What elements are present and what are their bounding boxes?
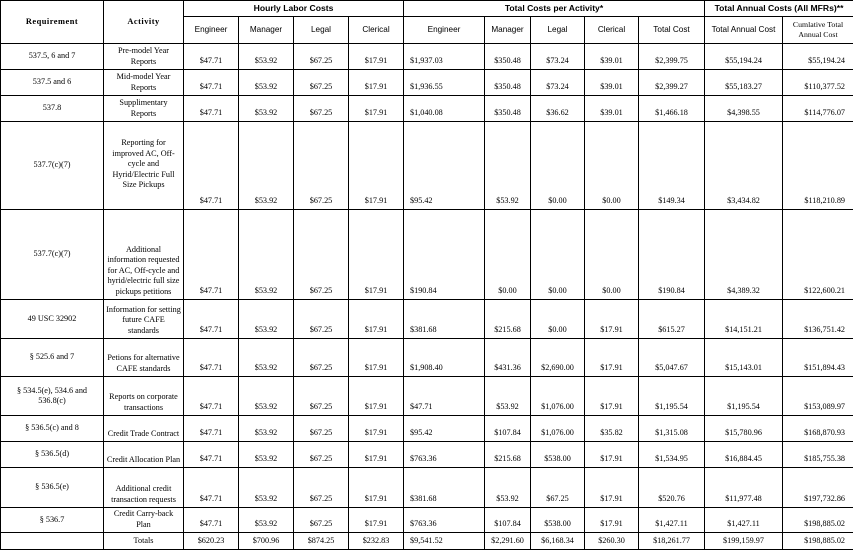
total-clerical-cell: $17.91 [585, 508, 639, 533]
hourly-manager-cell: $53.92 [239, 339, 294, 377]
annual-cumulative-cell: $114,776.07 [783, 96, 853, 122]
total-engineer-cell: $1,040.08 [404, 96, 485, 122]
total-clerical-cell: $17.91 [585, 377, 639, 416]
total-cost-cell: $1,466.18 [639, 96, 705, 122]
table-row [1, 339, 853, 377]
total-manager-cell: $431.36 [485, 339, 531, 377]
total-legal-cell: $1,076.00 [531, 416, 585, 442]
total-engineer-cell: $95.42 [404, 122, 485, 210]
header-total-engineer: Engineer [404, 17, 485, 44]
hourly-engineer-cell: $47.71 [184, 300, 239, 339]
table-row [1, 70, 853, 96]
hourly-engineer-cell: $47.71 [184, 122, 239, 210]
total-clerical-cell: $17.91 [585, 468, 639, 508]
activity-cell: Credit Trade Contract [104, 416, 184, 442]
total-clerical-cell: $0.00 [585, 210, 639, 300]
total-clerical-cell: $35.82 [585, 416, 639, 442]
hourly-clerical-cell: $17.91 [349, 508, 404, 533]
annual-total-cell: $55,183.27 [705, 70, 783, 96]
header-hourly-clerical: Clerical [349, 17, 404, 44]
annual-total-cell: $4,398.55 [705, 96, 783, 122]
total-cost-cell: $5,047.67 [639, 339, 705, 377]
requirement-cell: § 536.5(d) [1, 442, 104, 468]
header-total-costs: Total Costs per Activity* [404, 1, 705, 17]
totals-row [1, 533, 853, 550]
hourly-legal-cell: $67.25 [294, 377, 349, 416]
total-cost-cell: $1,315.08 [639, 416, 705, 442]
annual-cumulative-cell: $168,870.93 [783, 416, 853, 442]
hourly-clerical-cell: $17.91 [349, 122, 404, 210]
total-legal-cell: $1,076.00 [531, 377, 585, 416]
requirement-cell: 537.7(c)(7) [1, 210, 104, 300]
total-engineer-cell: $47.71 [404, 377, 485, 416]
hourly-clerical-cell: $17.91 [349, 442, 404, 468]
hourly-clerical-cell: $17.91 [349, 96, 404, 122]
activity-cell: Mid-model Year Reports [104, 70, 184, 96]
hourly-clerical-cell: $17.91 [349, 300, 404, 339]
hourly-clerical-cell: $17.91 [349, 210, 404, 300]
hourly-manager-cell: $53.92 [239, 416, 294, 442]
hourly-legal-cell: $67.25 [294, 70, 349, 96]
total-hourly-manager: $700.96 [239, 533, 294, 550]
hourly-manager-cell: $53.92 [239, 468, 294, 508]
hourly-clerical-cell: $17.91 [349, 468, 404, 508]
table-row [1, 122, 853, 210]
total-manager-cell: $350.48 [485, 70, 531, 96]
total-cost-cell: $2,399.75 [639, 44, 705, 70]
requirement-cell: 49 USC 32902 [1, 300, 104, 339]
requirement-cell: § 534.5(e), 534.6 and 536.8(c) [1, 377, 104, 416]
total-legal-cell: $0.00 [531, 210, 585, 300]
total-clerical-cell: $17.91 [585, 339, 639, 377]
hourly-legal-cell: $67.25 [294, 210, 349, 300]
total-cost-cell: $2,399.27 [639, 70, 705, 96]
total-manager-cell: $53.92 [485, 377, 531, 416]
hourly-engineer-cell: $47.71 [184, 508, 239, 533]
annual-total-cell: $4,389.32 [705, 210, 783, 300]
hourly-legal-cell: $67.25 [294, 442, 349, 468]
hourly-clerical-cell: $17.91 [349, 339, 404, 377]
hourly-manager-cell: $53.92 [239, 122, 294, 210]
annual-cumulative-cell: $185,755.38 [783, 442, 853, 468]
hourly-legal-cell: $67.25 [294, 44, 349, 70]
header-annual-costs: Total Annual Costs (All MFRs)** [705, 1, 853, 17]
annual-total-cell: $1,195.54 [705, 377, 783, 416]
activity-cell: Petions for alternative CAFE standards [104, 339, 184, 377]
requirement-cell: 537.7(c)(7) [1, 122, 104, 210]
total-activity-manager: $2,291.60 [485, 533, 531, 550]
total-engineer-cell: $763.36 [404, 442, 485, 468]
hourly-engineer-cell: $47.71 [184, 44, 239, 70]
total-legal-cell: $36.62 [531, 96, 585, 122]
total-legal-cell: $2,690.00 [531, 339, 585, 377]
activity-cell: Reports on corporate transactions [104, 377, 184, 416]
total-clerical-cell: $17.91 [585, 442, 639, 468]
total-cost-cell: $1,195.54 [639, 377, 705, 416]
total-engineer-cell: $1,937.03 [404, 44, 485, 70]
header-total-clerical: Clerical [585, 17, 639, 44]
requirement-cell: § 536.5(e) [1, 468, 104, 508]
annual-cumulative-cell: $153,089.97 [783, 377, 853, 416]
table-row [1, 210, 853, 300]
annual-cumulative-cell: $198,885.02 [783, 508, 853, 533]
hourly-legal-cell: $67.25 [294, 122, 349, 210]
hourly-clerical-cell: $17.91 [349, 377, 404, 416]
header-total-manager: Manager [485, 17, 531, 44]
hourly-manager-cell: $53.92 [239, 44, 294, 70]
total-manager-cell: $0.00 [485, 210, 531, 300]
total-manager-cell: $107.84 [485, 508, 531, 533]
total-clerical-cell: $39.01 [585, 96, 639, 122]
activity-cell: Information for setting future CAFE standards [104, 300, 184, 339]
annual-total-cell: $1,427.11 [705, 508, 783, 533]
total-engineer-cell: $95.42 [404, 416, 485, 442]
activity-cell: Additional information requested for AC, Off-cycle and hyrid/electric full size pickups petitions [104, 210, 184, 300]
hourly-engineer-cell: $47.71 [184, 210, 239, 300]
requirement-cell: § 525.6 and 7 [1, 339, 104, 377]
total-engineer-cell: $763.36 [404, 508, 485, 533]
annual-total-cell: $15,143.01 [705, 339, 783, 377]
header-total-cost: Total Cost [639, 17, 705, 44]
annual-total-cell: $55,194.24 [705, 44, 783, 70]
header-hourly-engineer: Engineer [184, 17, 239, 44]
total-activity-cost: $18,261.77 [639, 533, 705, 550]
table-row [1, 508, 853, 533]
activity-cell: Supplimentary Reports [104, 96, 184, 122]
hourly-manager-cell: $53.92 [239, 96, 294, 122]
totals-spacer-cell [1, 533, 104, 550]
total-manager-cell: $53.92 [485, 468, 531, 508]
table-row [1, 468, 853, 508]
header-annual-total: Total Annual Cost [705, 17, 783, 44]
total-clerical-cell: $17.91 [585, 300, 639, 339]
requirement-cell: 537.5 and 6 [1, 70, 104, 96]
annual-cumulative-cell: $197,732.86 [783, 468, 853, 508]
total-legal-cell: $67.25 [531, 468, 585, 508]
total-hourly-clerical: $232.83 [349, 533, 404, 550]
total-clerical-cell: $0.00 [585, 122, 639, 210]
header-activity: Activity [104, 1, 184, 44]
total-cost-cell: $615.27 [639, 300, 705, 339]
annual-total-cell: $16,884.45 [705, 442, 783, 468]
total-cost-cell: $1,427.11 [639, 508, 705, 533]
hourly-legal-cell: $67.25 [294, 416, 349, 442]
annual-total-cell: $11,977.48 [705, 468, 783, 508]
activity-cell: Credit Carry-back Plan [104, 508, 184, 533]
table-row [1, 44, 853, 70]
total-legal-cell: $538.00 [531, 442, 585, 468]
total-cost-cell: $190.84 [639, 210, 705, 300]
total-cumulative-cost: $198,885.02 [783, 533, 853, 550]
total-clerical-cell: $39.01 [585, 70, 639, 96]
annual-cumulative-cell: $118,210.89 [783, 122, 853, 210]
total-engineer-cell: $381.68 [404, 300, 485, 339]
hourly-clerical-cell: $17.91 [349, 70, 404, 96]
activity-cell: Reporting for improved AC, Off-cycle and Hyrid/Electric Full Size Pickups [104, 122, 184, 210]
total-engineer-cell: $190.84 [404, 210, 485, 300]
hourly-legal-cell: $67.25 [294, 468, 349, 508]
total-hourly-legal: $874.25 [294, 533, 349, 550]
hourly-manager-cell: $53.92 [239, 377, 294, 416]
total-annual-cost: $199,159.97 [705, 533, 783, 550]
total-manager-cell: $215.68 [485, 300, 531, 339]
requirement-cell: 537.8 [1, 96, 104, 122]
hourly-engineer-cell: $47.71 [184, 377, 239, 416]
total-legal-cell: $538.00 [531, 508, 585, 533]
requirement-cell: 537.5, 6 and 7 [1, 44, 104, 70]
requirement-cell: § 536.5(c) and 8 [1, 416, 104, 442]
total-activity-engineer: $9,541.52 [404, 533, 485, 550]
header-requirement: Requirement [1, 1, 104, 44]
annual-total-cell: $14,151.21 [705, 300, 783, 339]
activity-cell: Additional credit transaction requests [104, 468, 184, 508]
header-total-legal: Legal [531, 17, 585, 44]
table-row [1, 377, 853, 416]
total-cost-cell: $520.76 [639, 468, 705, 508]
hourly-manager-cell: $53.92 [239, 442, 294, 468]
total-manager-cell: $350.48 [485, 96, 531, 122]
requirement-cell: § 536.7 [1, 508, 104, 533]
total-engineer-cell: $381.68 [404, 468, 485, 508]
hourly-engineer-cell: $47.71 [184, 442, 239, 468]
table-row [1, 96, 853, 122]
annual-total-cell: $15,780.96 [705, 416, 783, 442]
hourly-legal-cell: $67.25 [294, 508, 349, 533]
total-activity-legal: $6,168.34 [531, 533, 585, 550]
table-row [1, 416, 853, 442]
header-annual-cumulative: Cumlative Total Annual Cost [783, 17, 853, 44]
total-engineer-cell: $1,908.40 [404, 339, 485, 377]
hourly-manager-cell: $53.92 [239, 70, 294, 96]
total-cost-cell: $149.34 [639, 122, 705, 210]
hourly-engineer-cell: $47.71 [184, 70, 239, 96]
hourly-legal-cell: $67.25 [294, 339, 349, 377]
annual-cumulative-cell: $55,194.24 [783, 44, 853, 70]
total-legal-cell: $0.00 [531, 300, 585, 339]
hourly-manager-cell: $53.92 [239, 508, 294, 533]
activity-cell: Credit Allocation Plan [104, 442, 184, 468]
annual-total-cell: $3,434.82 [705, 122, 783, 210]
total-manager-cell: $215.68 [485, 442, 531, 468]
annual-cumulative-cell: $136,751.42 [783, 300, 853, 339]
total-engineer-cell: $1,936.55 [404, 70, 485, 96]
annual-cumulative-cell: $110,377.52 [783, 70, 853, 96]
total-legal-cell: $73.24 [531, 44, 585, 70]
hourly-clerical-cell: $17.91 [349, 44, 404, 70]
hourly-engineer-cell: $47.71 [184, 96, 239, 122]
hourly-engineer-cell: $47.71 [184, 416, 239, 442]
header-hourly-legal: Legal [294, 17, 349, 44]
hourly-engineer-cell: $47.71 [184, 468, 239, 508]
annual-cumulative-cell: $122,600.21 [783, 210, 853, 300]
total-legal-cell: $0.00 [531, 122, 585, 210]
total-legal-cell: $73.24 [531, 70, 585, 96]
header-hourly-manager: Manager [239, 17, 294, 44]
header-hourly-labor: Hourly Labor Costs [184, 1, 404, 17]
total-manager-cell: $350.48 [485, 44, 531, 70]
hourly-legal-cell: $67.25 [294, 96, 349, 122]
totals-label: Totals [104, 533, 184, 550]
total-hourly-engineer: $620.23 [184, 533, 239, 550]
total-activity-clerical: $260.30 [585, 533, 639, 550]
annual-cumulative-cell: $151,894.43 [783, 339, 853, 377]
activity-cell: Pre-model Year Reports [104, 44, 184, 70]
hourly-engineer-cell: $47.71 [184, 339, 239, 377]
table-row [1, 300, 853, 339]
total-manager-cell: $107.84 [485, 416, 531, 442]
hourly-clerical-cell: $17.91 [349, 416, 404, 442]
hourly-manager-cell: $53.92 [239, 210, 294, 300]
table-row [1, 442, 853, 468]
hourly-manager-cell: $53.92 [239, 300, 294, 339]
total-cost-cell: $1,534.95 [639, 442, 705, 468]
hourly-legal-cell: $67.25 [294, 300, 349, 339]
total-manager-cell: $53.92 [485, 122, 531, 210]
total-clerical-cell: $39.01 [585, 44, 639, 70]
